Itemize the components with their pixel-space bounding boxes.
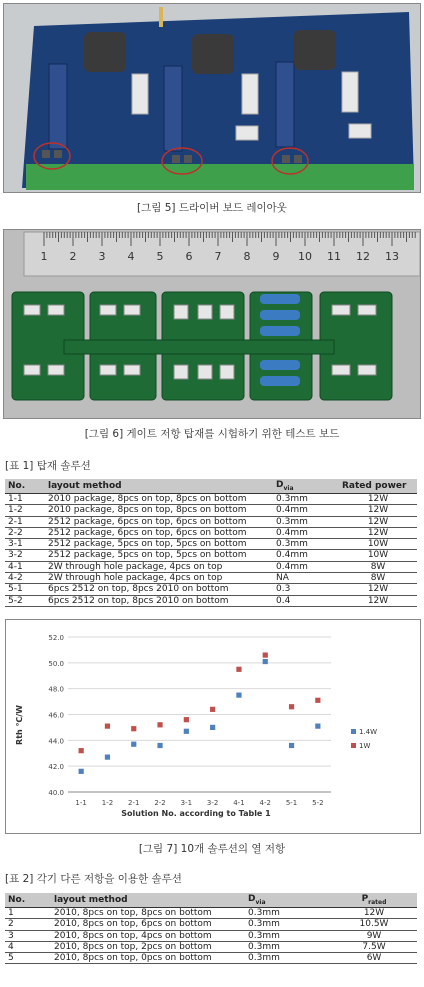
table1 (5, 479, 417, 607)
x-tick-label: 5-2 (312, 799, 324, 807)
table-cell: 1-2 (5, 505, 45, 516)
x-tick-label: 1-1 (75, 799, 87, 807)
table-cell: 0.3mm (273, 539, 339, 550)
table-cell: 0.3mm (273, 516, 339, 527)
x-tick-label: 1-2 (101, 799, 114, 807)
y-tick-label: 40.0 (48, 789, 64, 797)
data-point-1W (79, 748, 84, 753)
table-cell: 0.4mm (273, 550, 339, 561)
figure5-caption: [그림 5] 드라이버 보드 레이아웃 (137, 202, 287, 214)
table-cell: 0.3mm (245, 941, 331, 952)
figure7-caption: [그림 7] 10개 솔루션의 열 저항 (138, 843, 286, 855)
ruler-number: 5 (156, 250, 164, 263)
x-tick-label: 3-2 (206, 799, 219, 807)
chart-legend (351, 728, 377, 750)
table-cell: 2010, 8pcs on top, 4pcs on bottom (51, 930, 245, 941)
table-cell: 12W (339, 505, 417, 516)
table-cell: 0.3mm (273, 494, 339, 505)
table-row (5, 561, 417, 572)
table-row (5, 953, 417, 964)
data-point-1W (263, 652, 268, 657)
table-cell: 12W (339, 595, 417, 606)
table-cell: 12W (339, 584, 417, 595)
figure6-photo (3, 229, 421, 419)
table-cell: 12W (331, 908, 417, 919)
table-row (5, 908, 417, 919)
data-point-1.4W (263, 659, 268, 664)
data-point-1W (210, 707, 215, 712)
data-point-1W (131, 726, 136, 731)
chart-x-ticks (75, 799, 323, 807)
table1-header-power: Rated power (339, 479, 417, 494)
table-cell: 2W through hole package, 4pcs on top (45, 573, 273, 584)
table-cell: 4-1 (5, 561, 45, 572)
data-point-1.4W (79, 769, 84, 774)
table-cell: 2W through hole package, 4pcs on top (45, 561, 273, 572)
table-cell: 10.5W (331, 919, 417, 930)
table-cell: 2512 package, 6pcs on top, 6pcs on bottom (45, 516, 273, 527)
table-cell: 8W (339, 561, 417, 572)
table-row (5, 930, 417, 941)
table-cell: 2512 package, 6pcs on top, 6pcs on bottom (45, 527, 273, 538)
ruler-number: 7 (214, 250, 222, 263)
table-cell: 2010, 8pcs on top, 8pcs on bottom (51, 908, 245, 919)
table-cell: 12W (339, 494, 417, 505)
test-board-image (4, 230, 420, 418)
table-row (5, 941, 417, 952)
data-point-1.4W (184, 729, 189, 734)
table-cell: 0.3mm (245, 908, 331, 919)
table-cell: 2512 package, 5pcs on top, 5pcs on bottom (45, 550, 273, 561)
ruler-number: 3 (98, 250, 106, 263)
data-point-1.4W (315, 724, 320, 729)
table-cell: 12W (339, 527, 417, 538)
table-cell: 10W (339, 550, 417, 561)
table-cell: 5-2 (5, 595, 45, 606)
table-cell: 2010, 8pcs on top, 2pcs on bottom (51, 941, 245, 952)
table2-caption: [표 2] 각기 다른 저항을 이용한 솔루션 (5, 873, 182, 885)
y-tick-label: 48.0 (48, 685, 64, 694)
table-cell: 0.4 (273, 595, 339, 606)
table-cell: 6pcs 2512 on top, 8pcs 2010 on bottom (45, 595, 273, 606)
data-point-1W (236, 667, 241, 672)
ruler-number: 4 (127, 250, 135, 263)
table2 (5, 893, 417, 964)
data-point-1W (184, 717, 189, 722)
ruler-number: 6 (185, 250, 193, 263)
table-row (5, 516, 417, 527)
data-point-1W (289, 704, 294, 709)
table-row (5, 584, 417, 595)
table-cell: 6pcs 2512 on top, 8pcs 2010 on bottom (45, 584, 273, 595)
data-point-1.4W (210, 725, 215, 730)
table-cell: 5 (5, 953, 51, 964)
ruler-number: 1 (40, 250, 48, 263)
thermal-resistance-chart (6, 620, 420, 833)
legend-marker (351, 743, 356, 748)
table2-header-dvia: $D_{via}$ (245, 893, 331, 908)
table-cell: 2-2 (5, 527, 45, 538)
legend-label: 1.4W (359, 728, 378, 736)
legend-marker (351, 729, 356, 734)
table-cell: 0.4mm (273, 527, 339, 538)
data-point-1.4W (289, 743, 294, 748)
table-cell: 2010, 8pcs on top, 0pcs on bottom (51, 953, 245, 964)
table-row (5, 573, 417, 584)
table-row (5, 595, 417, 606)
table-cell: 0.4mm (273, 561, 339, 572)
table2-header-no: No. (5, 893, 51, 908)
figure7-chart-frame (5, 619, 421, 834)
x-tick-label: 3-1 (180, 799, 193, 807)
ruler-number: 13 (385, 250, 399, 263)
chart-x-axis-label: Solution No. according to Table 1 (121, 809, 271, 818)
x-tick-label: 5-1 (285, 799, 298, 807)
table-cell: 0.3mm (245, 919, 331, 930)
table1-header-layout: layout method (45, 479, 273, 494)
data-point-1.4W (105, 755, 110, 760)
chart-points (79, 652, 321, 773)
y-tick-label: 42.0 (48, 763, 64, 772)
ruler-number: 2 (69, 250, 77, 263)
x-tick-label: 4-1 (233, 799, 245, 807)
table-cell: 10W (339, 539, 417, 550)
ruler-number: 8 (243, 250, 251, 263)
table-row (5, 919, 417, 930)
table-cell: 5-1 (5, 584, 45, 595)
table2-header-prated: $P_{rated}$ (331, 893, 417, 908)
y-tick-label: 50.0 (48, 659, 64, 668)
ruler-number: 10 (298, 250, 312, 263)
x-tick-label: 4-2 (259, 799, 271, 807)
x-tick-label: 2-1 (128, 799, 140, 807)
ruler-number: 12 (356, 250, 370, 263)
table-row (5, 550, 417, 561)
table-cell: 0.3mm (245, 930, 331, 941)
table-cell: 1-1 (5, 494, 45, 505)
driver-board-image (4, 4, 420, 192)
table1-caption: [표 1] 탑재 솔루션 (5, 460, 91, 472)
table-cell: 1 (5, 908, 51, 919)
table-row (5, 539, 417, 550)
table-row (5, 527, 417, 538)
chart-y-ticks (48, 634, 64, 797)
table1-header-dvia: $D_{via}$ (273, 479, 339, 494)
y-tick-label: 44.0 (48, 737, 64, 746)
data-point-1W (315, 698, 320, 703)
data-point-1W (157, 722, 162, 727)
table-cell: 2 (5, 919, 51, 930)
table-cell: 12W (339, 516, 417, 527)
table-cell: 9W (331, 930, 417, 941)
figure6-caption: [그림 6] 게이트 저항 탑재를 시험하기 위한 테스트 보드 (84, 428, 340, 440)
figure5-photo (3, 3, 421, 193)
table2-header-layout: layout method (51, 893, 245, 908)
table-cell: 4-2 (5, 573, 45, 584)
data-point-1.4W (157, 743, 162, 748)
table-cell: 7.5W (331, 941, 417, 952)
y-tick-label: 46.0 (48, 711, 64, 720)
table-cell: 2010 package, 8pcs on top, 8pcs on bottom (45, 505, 273, 516)
table-cell: 3 (5, 930, 51, 941)
table-cell: 2512 package, 5pcs on top, 5pcs on bottom (45, 539, 273, 550)
data-point-1.4W (236, 693, 241, 698)
chart-y-axis-label: Rth ℃/W (15, 705, 24, 745)
table-cell: 2010, 8pcs on top, 6pcs on bottom (51, 919, 245, 930)
x-tick-label: 2-2 (154, 799, 166, 807)
table-cell: 3-2 (5, 550, 45, 561)
table-row (5, 505, 417, 516)
y-tick-label: 52.0 (48, 634, 64, 642)
chart-grid (68, 637, 331, 792)
table1-header-no: No. (5, 479, 45, 494)
legend-label: 1W (359, 742, 371, 750)
table-cell: 8W (339, 573, 417, 584)
ruler-number: 9 (272, 250, 280, 263)
table-cell: 3-1 (5, 539, 45, 550)
data-point-1W (105, 724, 110, 729)
table-cell: 4 (5, 941, 51, 952)
ruler-number: 11 (327, 250, 341, 263)
table-cell: 0.4mm (273, 505, 339, 516)
data-point-1.4W (131, 742, 136, 747)
table-cell: 6W (331, 953, 417, 964)
table-cell: 2-1 (5, 516, 45, 527)
table-cell: 0.3mm (245, 953, 331, 964)
table-row (5, 494, 417, 505)
table-cell: 2010 package, 8pcs on top, 8pcs on bottom (45, 494, 273, 505)
table-cell: NA (273, 573, 339, 584)
table-cell: 0.3 (273, 584, 339, 595)
